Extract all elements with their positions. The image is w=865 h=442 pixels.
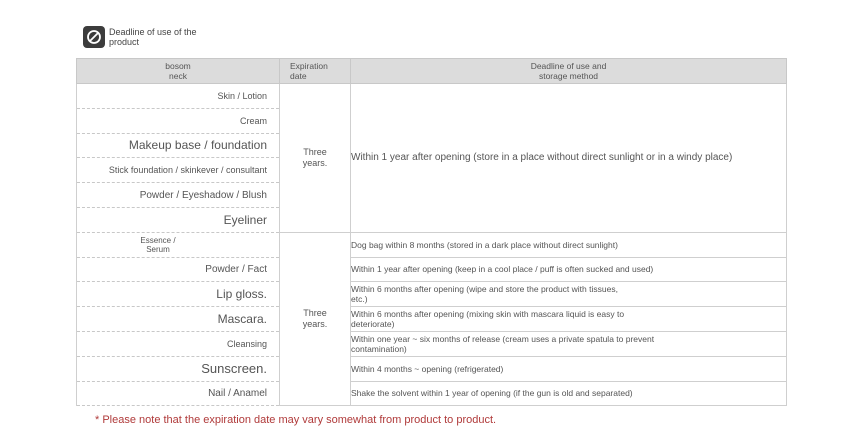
product-cell: Cleansing xyxy=(77,331,280,356)
column-header-deadline: Deadline of use and storage method xyxy=(351,59,787,84)
deadline-cell: Dog bag within 8 months (stored in a dark place without direct sunlight) xyxy=(351,232,787,257)
table-row xyxy=(77,257,787,282)
product-cell: Stick foundation / skinkever / consultant xyxy=(77,158,280,183)
column-header-expiration: Expiration date xyxy=(280,59,351,84)
product-cell: Eyeliner xyxy=(77,207,280,232)
deadline-cell: Within 1 year after opening (keep in a cool place / puff is often sucked and used) xyxy=(351,257,787,282)
product-deadline-table xyxy=(76,58,787,406)
table-row xyxy=(77,356,787,381)
product-cell: Powder / Eyeshadow / Blush xyxy=(77,183,280,208)
deadline-cell: Within 4 months ~ opening (refrigerated) xyxy=(351,356,787,381)
product-cell: Makeup base / foundation xyxy=(77,133,280,158)
table-row xyxy=(77,232,787,257)
table-row xyxy=(77,331,787,356)
product-cell: Sunscreen. xyxy=(77,356,280,381)
product-cell: Skin / Lotion xyxy=(77,84,280,109)
header xyxy=(83,26,219,48)
product-cell: Essence / Serum xyxy=(77,232,280,257)
deadline-cell: Within 6 months after opening (wipe and store the product with tissues, etc.) xyxy=(351,282,787,307)
header-title: Deadline of use of the product xyxy=(109,27,197,47)
footnote: * Please note that the expiration date may vary somewhat from product to product. xyxy=(95,414,497,426)
deadline-cell: Within 6 months after opening (mixing skin with mascara liquid is easy to deteriorate) xyxy=(351,307,787,332)
product-cell: Cream xyxy=(77,108,280,133)
table-row xyxy=(77,84,787,109)
product-cell: Powder / Fact xyxy=(77,257,280,282)
expiration-cell: Three years. xyxy=(280,232,351,406)
table-row xyxy=(77,282,787,307)
column-header-product: bosom neck xyxy=(77,59,280,84)
deadline-cell: Shake the solvent within 1 year of opening (if the gun is old and separated) xyxy=(351,381,787,406)
expiration-cell: Three years. xyxy=(280,84,351,233)
table-row xyxy=(77,381,787,406)
product-cell: Lip gloss. xyxy=(77,282,280,307)
deadline-cell: Within 1 year after opening (store in a place without direct sunlight or in a windy place) xyxy=(351,84,787,233)
product-cell: Nail / Anamel xyxy=(77,381,280,406)
prohibition-circle-icon xyxy=(83,26,105,48)
product-cell: Mascara. xyxy=(77,307,280,332)
table-row xyxy=(77,307,787,332)
deadline-cell: Within one year ~ six months of release (cream uses a private spatula to prevent contamination) xyxy=(351,331,787,356)
table-header-row xyxy=(77,59,787,84)
